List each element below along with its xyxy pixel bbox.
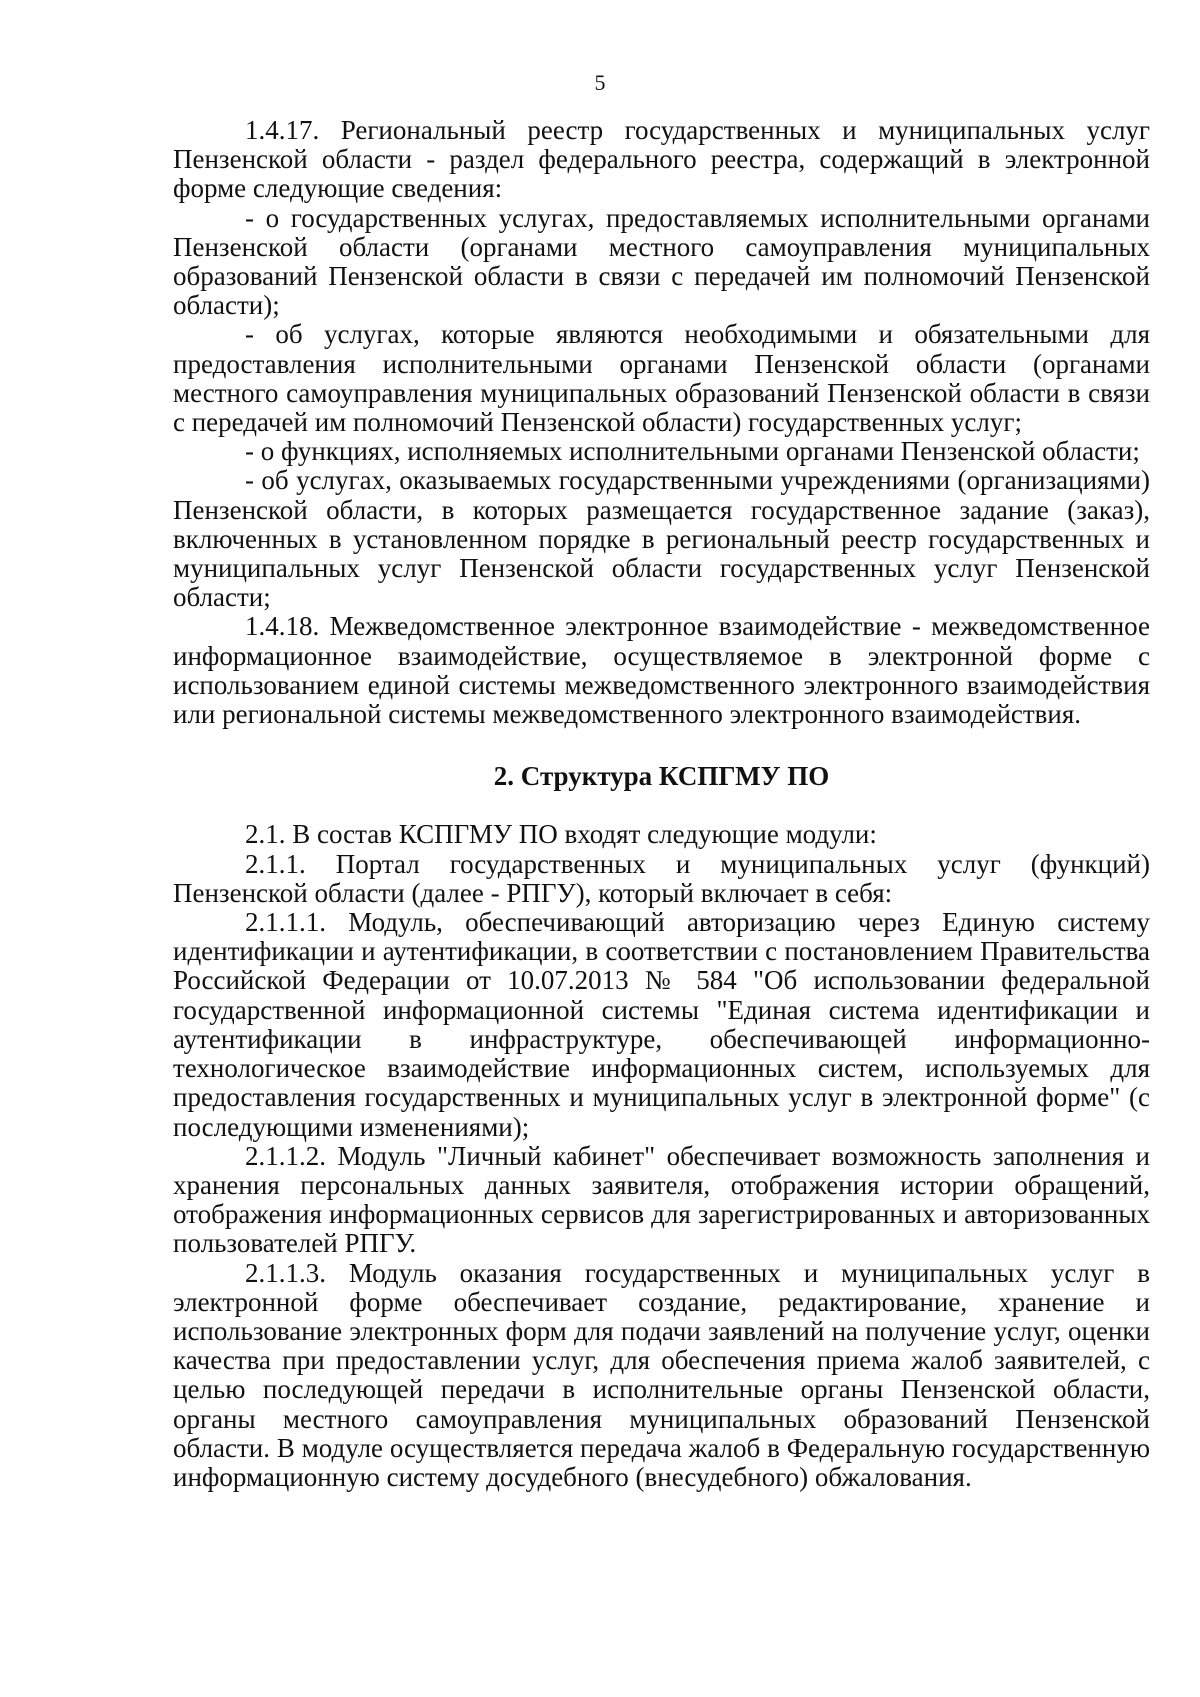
paragraph-1-4-18: 1.4.18. Межведомственное электронное взаимодействие - межведомственное информационное взаимодействие, осуществляемое в электронной форме с использованием единой системы межведомственного электронного взаимодействия или региональной системы межведомственного электронного взаимодействия.: [173, 611, 1150, 730]
list-item-required-services: - об услугах, которые являются необходимыми и обязательными для предоставления исполнительными органами Пензенской области (органами местного самоуправления муниципальных образований Пензенской области в связи с передачей им полномочий Пензенской области) государственных услуг;: [173, 319, 1150, 438]
list-item-institution-services: - об услугах, оказываемых государственными учреждениями (организациями) Пензенской области, в которых размещается государственное задание (заказ), включенных в установленном порядке в региональный реестр государственных и муниципальных услуг Пензенской области государственных услуг Пензенской области;: [173, 465, 1150, 613]
list-item-state-services: - о государственных услугах, предоставляемых исполнительными органами Пензенской области (органами местного самоуправления муниципальных образований Пензенской области в связи с передачей им полномочий Пензенской области);: [173, 202, 1150, 321]
document-body: [173, 116, 1150, 1492]
paragraph-1-4-17: 1.4.17. Региональный реестр государственных и муниципальных услуг Пензенской области - раздел федерального реестра, содержащий в электронной форме следующие сведения:: [173, 115, 1150, 204]
page-number: 5: [594, 70, 606, 95]
list-item-functions: - о функциях, исполняемых исполнительными органами Пензенской области;: [245, 436, 1140, 467]
paragraph-2-1-1: 2.1.1. Портал государственных и муниципальных услуг (функций) Пензенской области (далее - РПГУ), который включает в себя:: [173, 848, 1150, 908]
paragraph-2-1-1-3: 2.1.1.3. Модуль оказания государственных и муниципальных услуг в электронной форме обеспечивает создание, редактирование, хранение и использование электронных форм для подачи заявлений на получение услуг, оценки качества при предоставлении услуг, для обеспечения приема жалоб заявителей, с целью последующей передачи в исполнительные органы Пензенской области, органы местного самоуправления муниципальных образований Пензенской области. В модуле осуществляется передача жалоб в Федеральную государственную информационную систему досудебного (внесудебного) обжалования.: [173, 1257, 1150, 1492]
paragraph-2-1-1-2: 2.1.1.2. Модуль "Личный кабинет" обеспечивает возможность заполнения и хранения персональных данных заявителя, отображения истории обращений, отображения информационных сервисов для зарегистрированных и авторизованных пользователей РПГУ.: [173, 1140, 1150, 1259]
paragraph-2-1: 2.1. В состав КСПГМУ ПО входят следующие модули:: [245, 819, 877, 850]
section-heading: 2. Структура КСПГМУ ПО: [493, 761, 830, 792]
paragraph-2-1-1-1: 2.1.1.1. Модуль, обеспечивающий авторизацию через Единую систему идентификации и аутентификации, в соответствии с постановлением Правительства Российской Федерации от 10.07.2013 № 584 "Об использовании федеральной государственной информационной системы "Единая система идентификации и аутентификации в инфраструктуре, обеспечивающей информационно-технологическое взаимодействие информационных систем, используемых для предоставления государственных и муниципальных услуг в электронной форме" (с последующими изменениями);: [173, 907, 1150, 1142]
